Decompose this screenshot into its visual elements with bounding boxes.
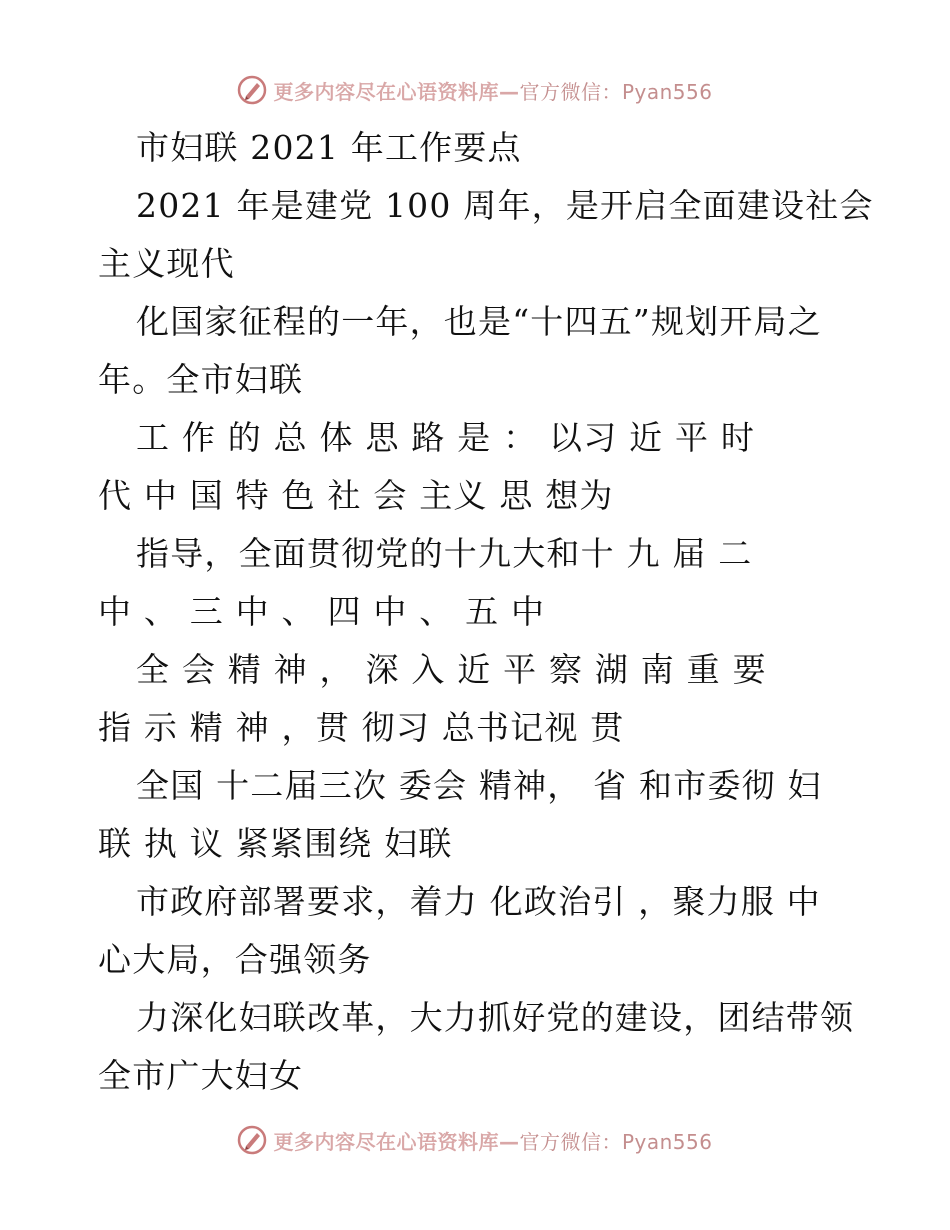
paragraph-line: 市政府部署要求，着力 化政治引 ，聚力服 中	[136, 882, 821, 921]
watermark-banner-top	[0, 70, 950, 110]
paragraph-line: 全 会 精 神 ， 深 入 近 平 察 湖 南 重 要	[136, 650, 767, 689]
pen-logo-icon	[237, 1125, 267, 1155]
pen-logo-icon	[237, 75, 267, 105]
paragraph-line: 指 示 精 神 ，贯 彻习 总书记视 贯	[98, 708, 625, 747]
paragraph-line: 年。全市妇联	[98, 360, 304, 399]
paragraph-line: 主义现代	[98, 244, 235, 283]
paragraph-line: 力深化妇联改革，大力抓好党的建设，团结带领	[136, 998, 855, 1037]
watermark-text: 更多内容尽在心语资料库—官方微信：Pyan556	[273, 1129, 713, 1154]
paragraph-line: 联 执 议 紧紧围绕 妇联	[98, 824, 453, 863]
paragraph-line: 全市广大妇女	[98, 1056, 304, 1095]
paragraph-line: 工 作 的 总 体 思 路 是 ： 以习 近 平 时	[136, 418, 756, 457]
paragraph-line: 指导，全面贯彻党的十九大和十 九 届 二	[136, 534, 753, 573]
paragraph-line: 全国 十二届三次 委会 精神， 省 和市委彻 妇	[136, 766, 822, 805]
paragraph-line: 代 中 国 特 色 社 会 主义 思 想为	[98, 476, 614, 515]
paragraph-line: 化国家征程的一年，也是“十四五”规划开局之	[136, 302, 822, 341]
paragraph-line: 中 、 三 中 、 四 中 、 五 中	[98, 592, 546, 631]
doc-title: 市妇联 2021 年工作要点	[136, 128, 522, 167]
watermark-text: 更多内容尽在心语资料库—官方微信：Pyan556	[273, 79, 713, 104]
watermark-banner-bottom	[0, 1120, 950, 1160]
paragraph-line: 2021 年是建党 100 周年，是开启全面建设社会	[136, 186, 874, 225]
paragraph-line: 心大局，合强领务	[98, 940, 372, 979]
